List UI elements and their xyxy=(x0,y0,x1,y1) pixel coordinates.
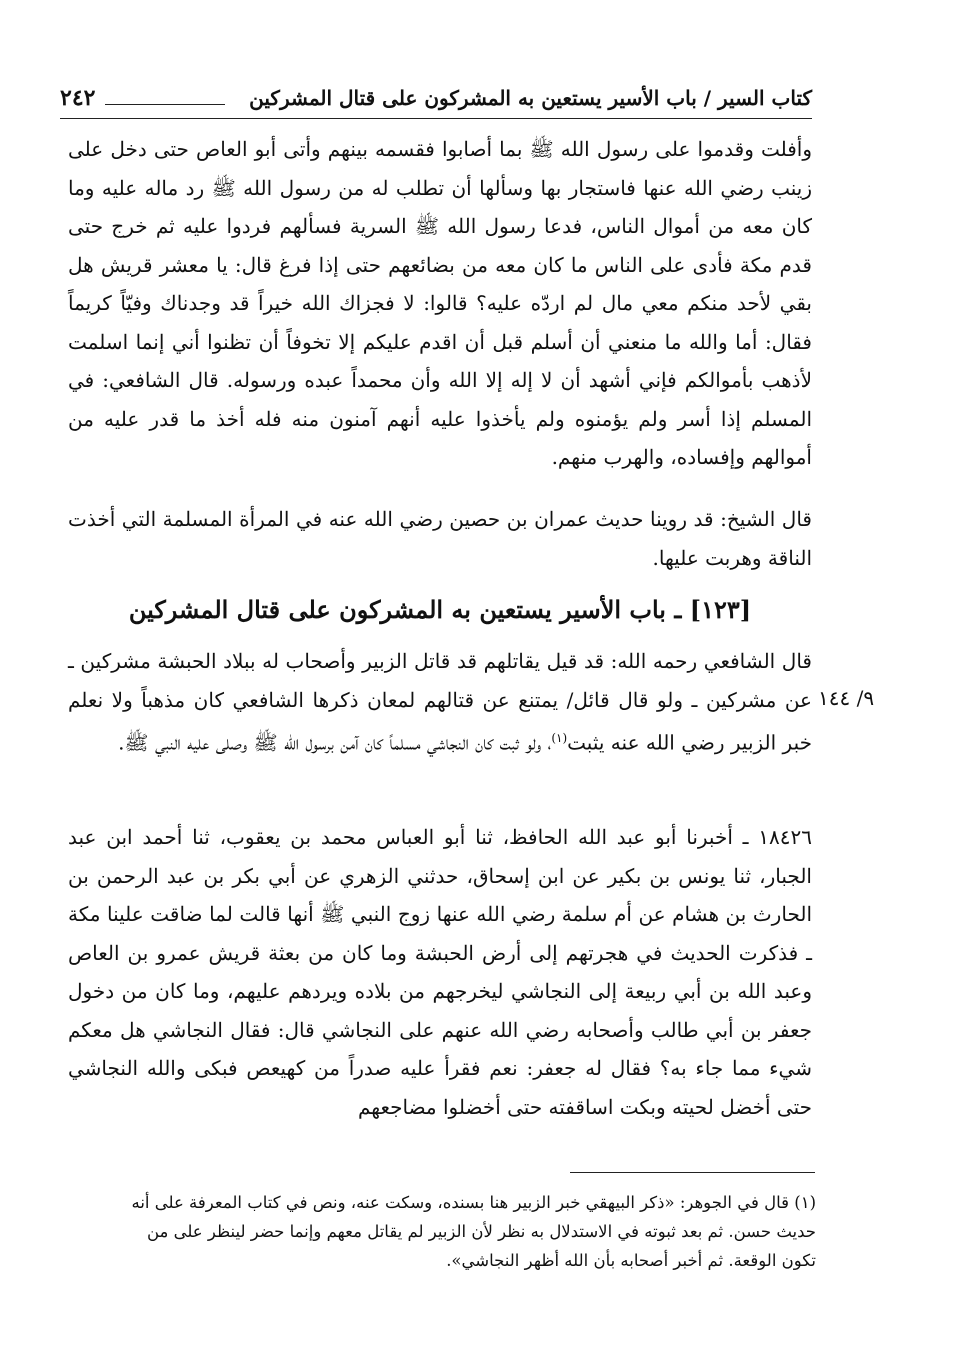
paragraph-3 xyxy=(68,642,812,762)
footnote-reference[interactable]: (١) xyxy=(551,731,568,745)
paragraph-3-text-a: قال الشافعي رحمه الله: قد قيل يقاتلهم قد قاتل الزبير وأصحاب له ببلاد الحبشة مشركين ـ عن مشركين ـ ولو قال قائل/ يمتنع عن قتالهم لمعان ذكرها الشافعي كان مذهباً ولا نعلم خبر الزبير رضي الله عنه يثبت xyxy=(68,649,812,755)
paragraph-2: قال الشيخ: قد روينا حديث عمران بن حصين رضي الله عنه في المرأة المسلمة التي أخذت الناقة وهربت عليها. xyxy=(68,507,812,570)
paragraph-3-text-b: ، ولو ثبت كان النجاشي مسلماً كان آمن برسول الله ﷺ وصلى عليه النبي ﷺ. xyxy=(118,730,552,755)
footnote-line-1: (١) قال في الجوهر: «ذكر البيهقي خبر الزبير هنا بسنده، وسكت عنه، ونص في كتاب المعرفة على أنه xyxy=(131,1193,816,1212)
footnote-separator xyxy=(570,1172,815,1173)
page-header xyxy=(60,78,812,119)
paragraph-1: وأفلت وقدموا على رسول الله ﷺ بما أصابوا فقسمه بينهم وأتى أبو العاص حتى دخل على زينب رضي الله عنها فاستجار بها وسألها أن تطلب له من رسول الله ﷺ رد ماله عليه وما كان معه من أموال الناس، فدعا رسول الله ﷺ السرية فسألهم فردوا عليه ثم خرج حتى قدم مكة فأدى على الناس ما كان معه من بضائعهم حتى إذا فرغ قال: يا معشر قريش هل بقي لأحد منكم معي مال لم اردّه عليه؟ قالوا: لا فجزاك الله خيراً قد وجدناك وفيّاً كريماً فقال: أما والله ما منعني أن أسلم قبل أن اقدم عليكم إلا تخوفاً أن تظنوا أني إنما اسلمت لأذهب بأموالكم فإني أشهد أن لا إله إلا الله وأن محمداً عبده ورسوله. قال الشافعي: في المسلم إذا أسر ولم يؤمنوه ولم يأخذوا عليه أنهم آمنون منه فله أخذ ما قدر عليه من أموالهم وإفساده، والهرب منهم. xyxy=(68,137,812,469)
margin-reference: ٩/ ١٤٤ xyxy=(818,686,875,710)
header-rule xyxy=(105,104,225,105)
section-heading: [١٢٣] ـ باب الأسير يستعين به المشركون على قتال المشركين xyxy=(128,595,752,624)
footnote-line-3: تكون الوقعة. ثم أخبر أصحابه بأن الله أظهر النجاشي». xyxy=(446,1251,816,1270)
hadith-18426: ١٨٤٢٦ ـ أخبرنا أبو عبد الله الحافظ، ثنا أبو العباس محمد بن يعقوب، ثنا أحمد ابن عبد الجبار، ثنا يونس بن بكير عن ابن إسحاق، حدثني الزهري عن أبي بكر بن عبد الرحمن بن الحارث بن هشام عن أم سلمة رضي الله عنها زوج النبي ﷺ أنها قالت لما ضاقت علينا مكة ـ فذكرت الحديث في هجرتهم إلى أرض الحبشة وما كان من بعثة قريش عمرو بن العاص وعبد الله بن أبي ربيعة إلى النجاشي ليخرجهم من بلاده ويردهم عليهم، وما كان من دخول جعفر بن أبي طالب وأصحابه رضي الله عنهم على النجاشي قال: فقال النجاشي هل معكم شيء مما جاء به؟ فقال له جعفر: نعم فقرأ عليه صدراً من كهيعص فبكى والله النجاشي حتى أخضل لحيته وبكت اساقفته حتى أخضلوا مضاجعهم xyxy=(68,825,812,1119)
page-number: ٢٤٢ xyxy=(60,85,96,111)
footnote xyxy=(68,1188,816,1275)
page-number-group xyxy=(60,85,225,111)
footnote-line-2: حديث حسن. ثم بعد ثبوته في الاستدلال به نظر لأن الزبير لم يقاتل معهم وإنما حضر لينظر على من xyxy=(146,1222,816,1241)
running-title: كتاب السير / باب الأسير يستعين به المشركون على قتال المشركين xyxy=(249,86,812,110)
